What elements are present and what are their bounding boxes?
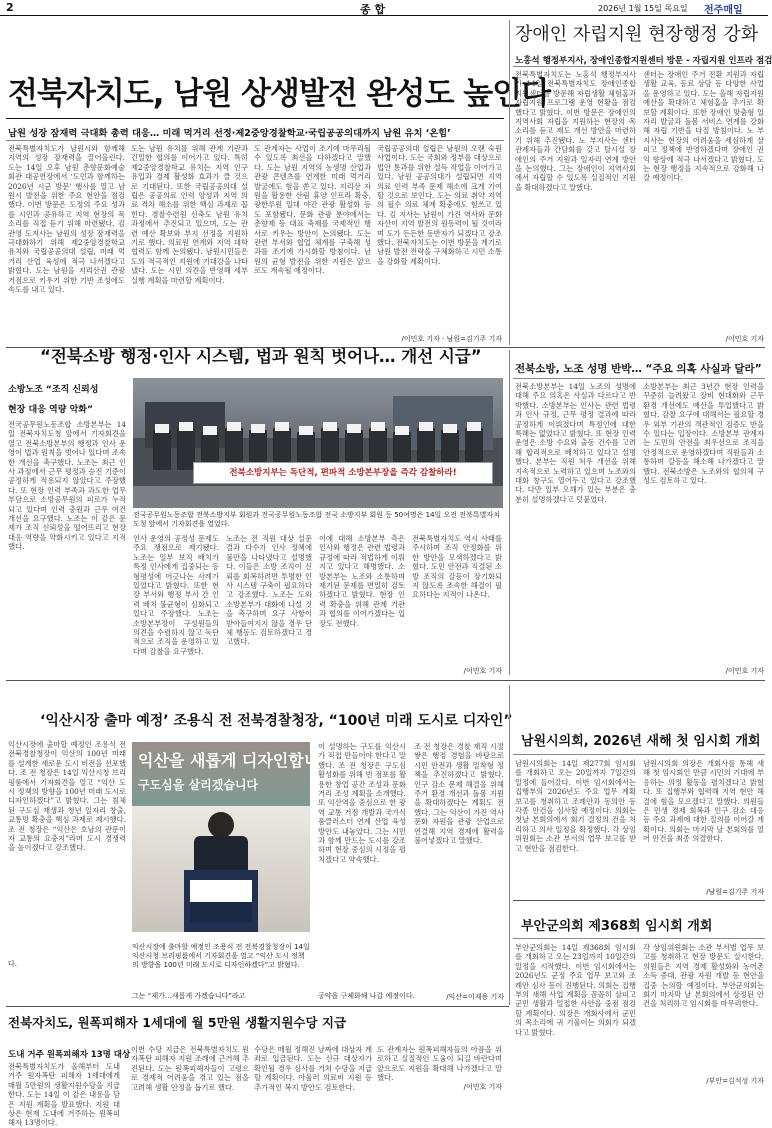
article-col-disability-1: 전북특별자치도는 노홍석 행정부지사가 14일 전북특별자치도 장애인종합지원센터를 방문해 자립생활 체험홈과 자립지원 프로그램 운영 현황을 점검했다고 밝혔다. 이번 방문은 장애인의 지역사회 자립을 지원하는 현장의 목소리를 듣고 제도 개선 방안을 마련하기 위해 추진됐다. 노 부지사는 센터 관계자들과 간담회를 갖고 탈시설 장애인의 주거 지원과 일자리 연계 방안을 논의했다. 그는 장애인이 지역사회에서 자립할 수 있도록 실질적인 지원을 확대하겠다고 말했다. [515,70,636,192]
article-headline-disability: 장애인 자립지원 현장행정 강화 [515,24,759,45]
article-col-iksan-2: 조 전 청장은 경찰 재직 시절 쌓은 행정 경험을 바탕으로 시민 안전과 생활 밀착형 정책을 추진하겠다고 밝혔다. 인구 감소 문제 해결을 위해 주거 환경 개선과 돌봄 지원을 확대하겠다는 계획도 전했다. 그는 익산이 가진 역사 문화 자원을 관광 산업으로 연결해 지역 경제에 활력을 불어넣겠다고 말했다. [414,742,504,846]
article-col-atomic-3: 수당은 매월 정해진 날짜에 대상자 계좌로 입금된다. 도는 신규 대상자가 확인될 경우 심사를 거쳐 수당을 지급할 계획이다. 아울러 의료비 지원 등 추가적인 복지 방안도 검토한다. [254,1045,372,1092]
article-col-iksan-1: 이 설명하는 구도를 익산시가 직접 만들어야 한다고 말했다. 조 전 청장은 구도심 활성화를 위해 빈 점포를 활용한 창업 공간 조성과 문화 거리 조성 계획을 소개했다. 또 익산역을 중심으로 한 광역 교통 거점 개발과 국가식품클러스터 연계 산업 육성 방안도 내놓았다. 그는 시민과 함께 만드는 도시를 강조하며 현장 중심의 시정을 펼치겠다고 약속했다. [318,742,406,864]
iksan-press-photo [132,742,335,932]
article-col-disability-2: 센터는 장애인 주거 전환 지원과 자립생활 교육, 동료 상담 등 다양한 사업을 운영하고 있다. 도는 올해 자립지원 예산을 확대하고 체험홈을 추가로 확보할 계획이다. 또한 장애인 맞춤형 일자리 발굴과 돌봄 서비스 연계를 강화해 자립 기반을 다질 방침이다. 노 부지사는 현장의 어려움을 세심하게 살피고 정책에 반영하겠다며 장애인 권익 향상에 적극 나서겠다고 밝혔다. 도는 현장 행정을 지속적으로 강화해 나갈 예정이다. [643,70,764,183]
article-headline-fire: “전북소방 행정·인사 시스템, 법과 원칙 벗어나… 개선 시급” [40,347,482,366]
article-subhead-fire-1: 소방노조 “조직 신뢰성 [8,385,99,395]
issue-date: 2026년 1월 15일 목요일 [598,4,688,13]
fire-photo-caption: 전국공무원노동조합 전북소방지부 회원과 전국공무원노동조합 전국 소방지부 회원 등 50여명은 14일 오전 전북특별자치도청 앞에서 기자회견을 열었다. [133,511,500,528]
article-headline-atomic: 전북자치도, 원폭피해자 1세대에 월 5만원 생활지원수당 지급 [8,1015,347,1030]
article-col-atomic-2: 이번 수당 지급은 전북특별자치도 원자폭탄 피해자 지원 조례에 근거해 추진된다. 도는 원폭피해자들이 고령으로 경제적 어려움을 겪고 있는 점을 고려해 생활 안정을 돕기로 했다. [131,1045,249,1092]
article-headline-namwon-council: 남원시의회, 2026년 새해 첫 임시회 개회 [521,734,761,749]
article-col-fire-4: 전북특별자치도 역시 사태를 주시하며 조직 안정화를 위한 방안을 모색하겠다고 밝혔다. 도민 안전과 직결된 소방 조직의 갈등이 장기화되지 않도록 조속한 해결이 필요하다는 지적이 나온다. [412,534,502,600]
article-subhead-atomic: 도내 거주 원폭피해자 13명 대상 [8,1050,131,1060]
byline-disability: /이민호 기자 [725,335,764,343]
iksan-photo-caption: 익산시장에 출마할 예정인 조용식 전 전북경찰청장이 14일 익산시청 브리핑룸에서 기자회견을 열고 “익산 도시 정책의 방향을 100년 미래 도시로 디자인하겠다”고 밝혔다. [132,943,310,969]
article-col-namwon-3: 도 관계자는 사업이 조기에 마무리될 수 있도록 최선을 다하겠다고 말했다. 도는 남원 지역의 농생명 산업과 관광 콘텐츠를 연계한 미래 먹거리 발굴에도 힘을 쏟고 있다. 지리산 자원을 활용한 산림 휴양 인프라 확충, 광한루원 일대 야간 관광 활성화 등도 포함됐다. 문화 관광 분야에서는 춘향제 등 대표 축제를 국제적인 행사로 키우는 방안이 논의됐다. 도는 관련 부서와 협업 체계를 구축해 성과를 조기에 가시화할 방침이다. 남원의 균형 발전을 위한 지원은 앞으로도 계속될 예정이다. [254,144,371,276]
article-col-fire-2: 노조는 전 직원 대상 설문 결과 다수가 인사 정책에 불만을 나타냈다고 설명했다. 이들은 소방 조직이 신뢰를 회복하려면 투명한 인사 시스템 구축이 필요하다고 강조했다. 노조는 도와 소방본부가 대화에 나설 것을 촉구하며 요구 사항이 받아들여지지 않을 경우 단체 행동도 검토하겠다고 경고했다. [226,534,312,647]
byline-buan-council: /부안=김석성 기자 [706,1077,764,1085]
iksan-banner-main: 익산을 새롭게 디자인합니다 [138,751,335,770]
page-number: 2 [6,1,14,14]
article-headline-fire-rebuttal: 전북소방, 노조 성명 반박… “주요 의혹 사실과 달라” [515,363,762,375]
iksan-foot-mid: 그는 “제가…새롭게 가겠습니다”라고 [132,992,246,1000]
byline-namwon: /이민호 기자 · 남원=김기주 기자 [401,335,502,343]
page-header [0,0,768,16]
article-subhead-namwon: 남원 성장 잠재력 극대화 총력 대응… 미래 먹거리 선정·제2중앙경찰학교·국립공공의대까지 남원 유치 ‘온힘’ [8,128,451,139]
article-headline-buan-council: 부안군의회 제368회 임시회 개회 [521,919,713,934]
fire-union-photo [133,378,503,508]
article-col-namwon-council-2: 남원시의회 의장은 개회사를 통해 새해 첫 임시회인 만큼 시민의 기대에 부응하는 의정 활동을 펼치겠다고 밝혔다. 또 집행부와 협력해 지역 현안 해결에 힘을 모으겠다고 말했다. 의원들은 민생 경제 회복과 인구 감소 대응 등 주요 과제에 대한 질의를 이어갈 계획이다. 의회는 마지막 날 본회의를 열어 안건을 최종 의결한다. [643,759,764,844]
article-subhead-fire-2: 현장 대응 역량 악화” [8,405,93,415]
article-col-buan-council-1: 부안군의회는 14일 제368회 임시회를 개회하고 오는 23일까지 10일간의 일정을 시작했다. 이번 임시회에서는 2026년도 군정 주요 업무 보고와 조례안 심사 등이 진행된다. 의회는 집행부의 새해 사업 계획을 꼼꼼히 살피고 군민 생활과 밀접한 사안을 중점 점검할 계획이다. 의장은 개회사에서 군민의 목소리에 귀 기울이는 의회가 되겠다고 밝혔다. [515,943,636,1037]
article-col-rebuttal-2: 소방본부는 최근 3년간 현장 인력을 꾸준히 늘려왔고 장비 현대화와 근무 환경 개선에도 예산을 투입했다고 밝혔다. 감찰 요구에 대해서는 필요할 경우 외부 기관의 객관적인 검증도 받을 수 있다는 입장이다. 소방본부 관계자는 도민의 안전을 최우선으로 조직을 안정적으로 운영하겠다며 직원들과 소통하며 갈등을 해소해 나가겠다고 말했다. 전북소방은 노조와의 협의체 구성도 검토하고 있다. [643,382,764,486]
section-name: 종 합 [360,3,386,16]
article-col-fire-1: 인사 운영의 공정성 문제도 주요 쟁점으로 제기됐다. 노조는 일부 보직 배치가 특정 인사에게 집중되는 등 형평성에 어긋나는 사례가 있었다고 밝혔다. 또한 현장 부서와 행정 부서 간 인력 배치 불균형이 심화되고 있다고 주장했다. 노조는 소방본부장이 구성원들의 의견을 수렴하지 않고 독단적으로 조직을 운영하고 있다며 감찰을 요구했다. [133,534,219,656]
article-col-namwon-council-1: 남원시의회는 14일 제277회 임시회를 개회하고 오는 20일까지 7일간의 일정에 들어갔다. 이번 임시회에서는 집행부의 2026년도 주요 업무 계획 보고를 청취하고 조례안과 동의안 등 각종 안건을 심사할 예정이다. 의회는 첫날 본회의에서 회기 결정의 건을 처리하고 의사 일정을 확정했다. 각 상임위원회는 소관 부서의 업무 보고를 받고 현안을 점검한다. [515,759,636,853]
article-subhead-disability: 노홍석 행정부지사, 장애인종합지원센터 방문 - 자립지원 인프라 점검 [515,56,772,66]
article-left-iksan: 익산시장에 출마할 예정인 조용식 전 전북경찰청장이 익산의 100년 미래를 설계한 새로운 도시 비전을 선포했다. 조 전 청장은 14일 익산시청 브리핑룸에서 기자회견을 열고 “익산 도시 정책의 방향을 100년 미래 도시로 디자인하겠다”고 밝혔다. 그는 침체된 구도심 재생과 청년 일자리 창출, 교통망 확충을 핵심 과제로 제시했다. 조 전 청장은 “익산은 호남의 관문이자 교통의 요충지”라며 도시 경쟁력을 높이겠다고 강조했다. [8,740,126,853]
article-col-namwon-4: 국립공공의대 설립은 남원의 오랜 숙원 사업이다. 도는 국회와 정부를 대상으로 법안 통과를 위한 설득 작업을 이어가고 있다. 남원 공공의대가 설립되면 지역 의료 인력 부족 문제 해소에 크게 기여할 것으로 보인다. 도는 의료 취약 지역의 필수 의료 체계 확충에도 힘쓰고 있다. 김 지사는 남원이 가진 역사와 문화 자산이 지역 발전의 원동력이 될 것이라며 도가 든든한 동반자가 되겠다고 강조했다. 전북자치도는 이번 방문을 계기로 남원 발전 전략을 구체화하고 시민 소통을 강화할 계획이다. [377,144,502,266]
byline-namwon-council: /남원=김기주 기자 [706,888,764,896]
article-col-namwon-2: 도는 남원 유치를 위해 관계 기관과 긴밀한 협의를 이어가고 있다. 특히 제2중앙경찰학교 유치는 지역 인구 유입과 경제 활성화 효과가 클 것으로 기대된다. 또한 국립공공의대 설립은 공공의료 인력 양성과 지역 의료 격차 해소를 위한 핵심 과제로 꼽힌다. 경찰수련원 신축도 남원 유치 과정에서 추진되고 있으며, 도는 관련 예산 확보와 부지 선정을 지원하기로 했다. 의료원 연계와 지역 대학 협력도 함께 논의됐다. 남원시민들은 도의 적극적인 지원에 기대감을 나타냈다. 도는 시민 의견을 반영해 세부 실행 계획을 마련할 계획이다. [131,144,248,285]
iksan-foot-left: 다. [8,960,17,968]
byline-fire: /이민호 기자 [463,667,502,675]
article-col-atomic-4: 도 관계자는 원폭피해자들의 아픔을 위로하고 실질적인 도움이 되길 바란다며 앞으로도 지원을 확대해 나가겠다고 말했다. [377,1045,502,1083]
byline-rebuttal: /이민호 기자 [725,667,764,675]
article-col-fire-3: 이에 대해 소방본부 측은 인사와 행정은 관련 법령과 규정에 따라 적법하게 이뤄지고 있다고 해명했다. 소방본부는 노조와 소통하며 제기된 문제를 면밀히 검토하겠다고 밝혔다. 현장 인력 확충을 위해 관계 기관과 협의를 이어가겠다는 입장도 전했다. [319,534,405,628]
byline-atomic: /이민호 기자 [463,1083,502,1091]
article-col-atomic-1: 전북특별자치도가 올해부터 도내 거주 원자폭탄 피해자 1세대에게 매월 5만원의 생활지원수당을 지급한다. 도는 14일 이 같은 내용을 담은 지원 계획을 발표했다. 지원 대상은 현재 도내에 거주하는 원폭피해자 13명이다. [8,1062,120,1128]
byline-iksan: /익산=이재용 기자 [446,993,504,1001]
iksan-foot-right: 공약을 구체화해 나갈 예정이다. [318,992,415,1000]
article-side-fire: 전국공무원노동조합 소방본부는 14일 전북자치도청 앞에서 기자회견을 열고 전북소방본부의 행정과 인사 운영이 법과 원칙을 벗어나 있다며 조속한 개선을 촉구했다. 노조는 최근 인사 과정에서 근무 평정과 승진 기준이 공정하게 적용되지 않았다고 주장했다. 또 현장 인력 부족과 과도한 업무 부담으로 소방공무원의 피로가 누적되고 있다며 인력 충원과 근무 여건 개선을 요구했다. 노조는 이 같은 문제가 조직 신뢰성을 떨어뜨리고 현장 대응 역량을 약화시키고 있다고 지적했다. [8,420,126,552]
article-col-buan-council-2: 각 상임위원회는 소관 부서별 업무 보고를 청취하고 현장 방문도 실시한다. 의원들은 지역 경제 활성화와 농어촌 소득 증대, 관광 자원 개발 등 현안을 집중 논의할 예정이다. 부안군의회는 회기 마지막 날 본회의에서 상정된 안건을 처리하고 임시회를 마무리한다. [643,943,764,1009]
iksan-banner-sub: 구도심을 살리겠습니다 [138,778,259,792]
article-col-rebuttal-1: 전북소방본부는 14일 노조의 성명에 대해 주요 의혹은 사실과 다르다고 반박했다. 소방본부는 인사는 관련 법령과 인사 규정, 근무 평정 결과에 따라 공정하게 이뤄졌다며 특정인에 대한 특혜는 없었다고 밝혔다. 또 현장 인력 운영은 소방 수요와 출동 건수를 고려해 합리적으로 배치하고 있다고 설명했다. 본부는 직원 처우 개선을 위해 지속적으로 노력하고 있으며 노조와의 대화 창구도 열어두고 있다고 강조했다. 다만 일부 오해가 있는 부분은 충분히 설명하겠다고 덧붙였다. [515,382,636,504]
article-col-namwon-1: 전북특별자치도가 남원시와 함께해 지역의 성장 잠재력을 끌어올린다. 도는 14일 오후 남원 춘향문화예술회관 대공연장에서 ‘도민과 함께하는 2026년 시군 방문’ 행사를 열고 남원시 발전을 위한 주요 현안을 점검했다. 이번 방문은 도정의 주요 성과를 시민과 공유하고 지역 현장의 목소리를 직접 듣기 위해 마련됐다. 김관영 도지사는 남원의 성장 잠재력을 극대화하기 위해 제2중앙경찰학교 유치와 국립공공의대 설립, 미래 먹거리 산업 육성에 적극 나서겠다고 밝혔다. 도는 남원을 지리산권 관광 거점으로 키우기 위한 기반 조성에도 속도를 내고 있다. [8,144,125,295]
article-headline-iksan: ‘익산시장 출마 예정’ 조용식 전 전북경찰청장, “100년 미래 도시로 디자인” [40,713,513,729]
fire-protest-banner: 전북소방지부는 독단적, 편파적 소방본부장을 즉각 감찰하라! [193,462,493,484]
article-headline-namwon: 전북자치도, 남원 상생발전 완성도 높인다 [8,76,551,112]
newspaper-name: 전주매일 [704,5,743,16]
